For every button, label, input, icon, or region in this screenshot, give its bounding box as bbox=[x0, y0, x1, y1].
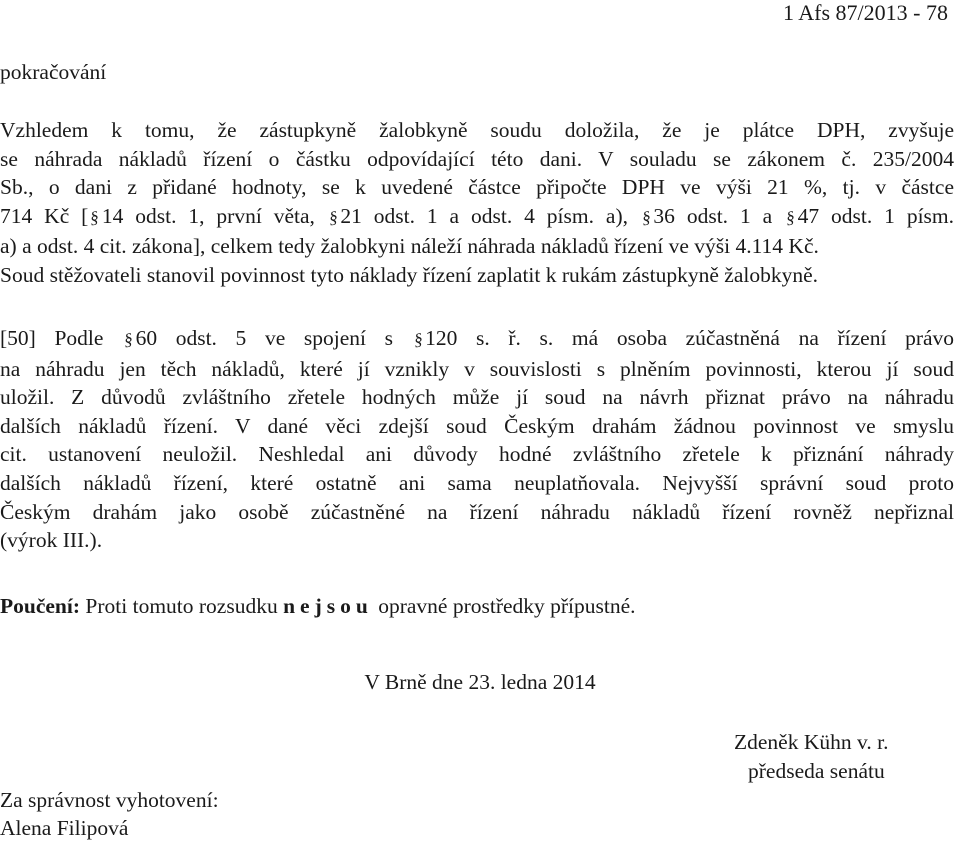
text-line: se náhrada nákladů řízení o částku odpovídající této dani. V souladu se zákonem č. 235/2004 bbox=[0, 146, 954, 171]
text-segment: 14 odst. 1, první věta, bbox=[101, 203, 315, 228]
attestation-label: Za správnost vyhotovení: bbox=[0, 788, 219, 812]
place-date: V Brně dne 23. ledna 2014 bbox=[364, 670, 596, 694]
text-segment: 47 odst. 1 písm. bbox=[797, 203, 955, 228]
instruction-text: Proti tomuto rozsudku bbox=[80, 594, 284, 618]
text-line: Vzhledem k tomu, že zástupkyně žalobkyně soudu doložila, že je plátce DPH, zvyšuje bbox=[0, 118, 954, 142]
text-line: cit. ustanovení neuložil. Neshledal ani důvody hodné zvláštního zřetele k přiznání náhrady bbox=[0, 442, 954, 467]
text-segment: 21 odst. 1 a odst. 4 písm. a), bbox=[340, 203, 628, 228]
paragraph-50 bbox=[0, 324, 954, 555]
section-symbol-icon: § bbox=[640, 207, 652, 228]
text-line: a) a odst. 4 cit. zákona], celkem tedy žalobkyni náleží náhrada nákladů řízení ve výši 4.114 Kč. bbox=[0, 234, 819, 259]
section-symbol-icon: § bbox=[412, 329, 424, 350]
section-symbol-icon: § bbox=[88, 207, 100, 228]
text-line bbox=[0, 202, 954, 233]
instruction-text: opravné prostředky přípustné. bbox=[372, 594, 636, 618]
instruction-label: Poučení: bbox=[0, 594, 81, 618]
section-symbol-icon: § bbox=[327, 207, 339, 228]
legal-instruction bbox=[0, 594, 636, 619]
signature-name: Zdeněk Kühn v. r. bbox=[734, 730, 889, 754]
text-line: (výrok III.). bbox=[0, 528, 103, 553]
continuation-label: pokračování bbox=[0, 60, 107, 84]
text-line: dalších nákladů řízení. V dané věci zdejší soud Českým drahám žádnou povinnost ve smyslu bbox=[0, 413, 954, 438]
text-segment: 714 Kč [ bbox=[0, 203, 89, 228]
text-line: Sb., o dani z přidané hodnoty, se k uvedené částce připočte DPH ve výši 21 %, tj. v částce bbox=[0, 175, 954, 200]
case-number: 1 Afs 87/2013 - 78 bbox=[783, 0, 948, 25]
signature-role: předseda senátu bbox=[748, 759, 885, 783]
text-line bbox=[0, 324, 954, 355]
attestation-name: Alena Filipová bbox=[0, 816, 129, 840]
instruction-emphasis: nejsou bbox=[283, 594, 373, 618]
text-segment: 60 odst. 5 ve spojení s bbox=[135, 326, 393, 350]
section-symbol-icon: § bbox=[784, 207, 796, 228]
text-segment: 36 odst. 1 a bbox=[653, 203, 773, 228]
text-line: na náhradu jen těch nákladů, které jí vznikly v souvislosti s plněním povinnosti, kterou jí soud bbox=[0, 356, 954, 381]
text-line: Českým drahám jako osobě zúčastněné na řízení náhradu nákladů řízení rovněž nepřiznal bbox=[0, 499, 954, 524]
paragraph-costs-vat bbox=[0, 116, 954, 290]
text-segment: 120 s. ř. s. má osoba zúčastněná na řízení právo bbox=[425, 326, 955, 350]
text-segment: [50] Podle bbox=[0, 326, 104, 350]
text-line: dalších nákladů řízení, které ostatně ani sama neuplatňovala. Nejvyšší správní soud proto bbox=[0, 470, 954, 495]
text-line: uložil. Z důvodů zvláštního zřetele hodných může jí soud na návrh přiznat právo na náhradu bbox=[0, 385, 954, 410]
section-symbol-icon: § bbox=[122, 329, 134, 350]
text-line: Soud stěžovateli stanovil povinnost tyto náklady řízení zaplatit k rukám zástupkyně žalobkyně. bbox=[0, 262, 818, 287]
